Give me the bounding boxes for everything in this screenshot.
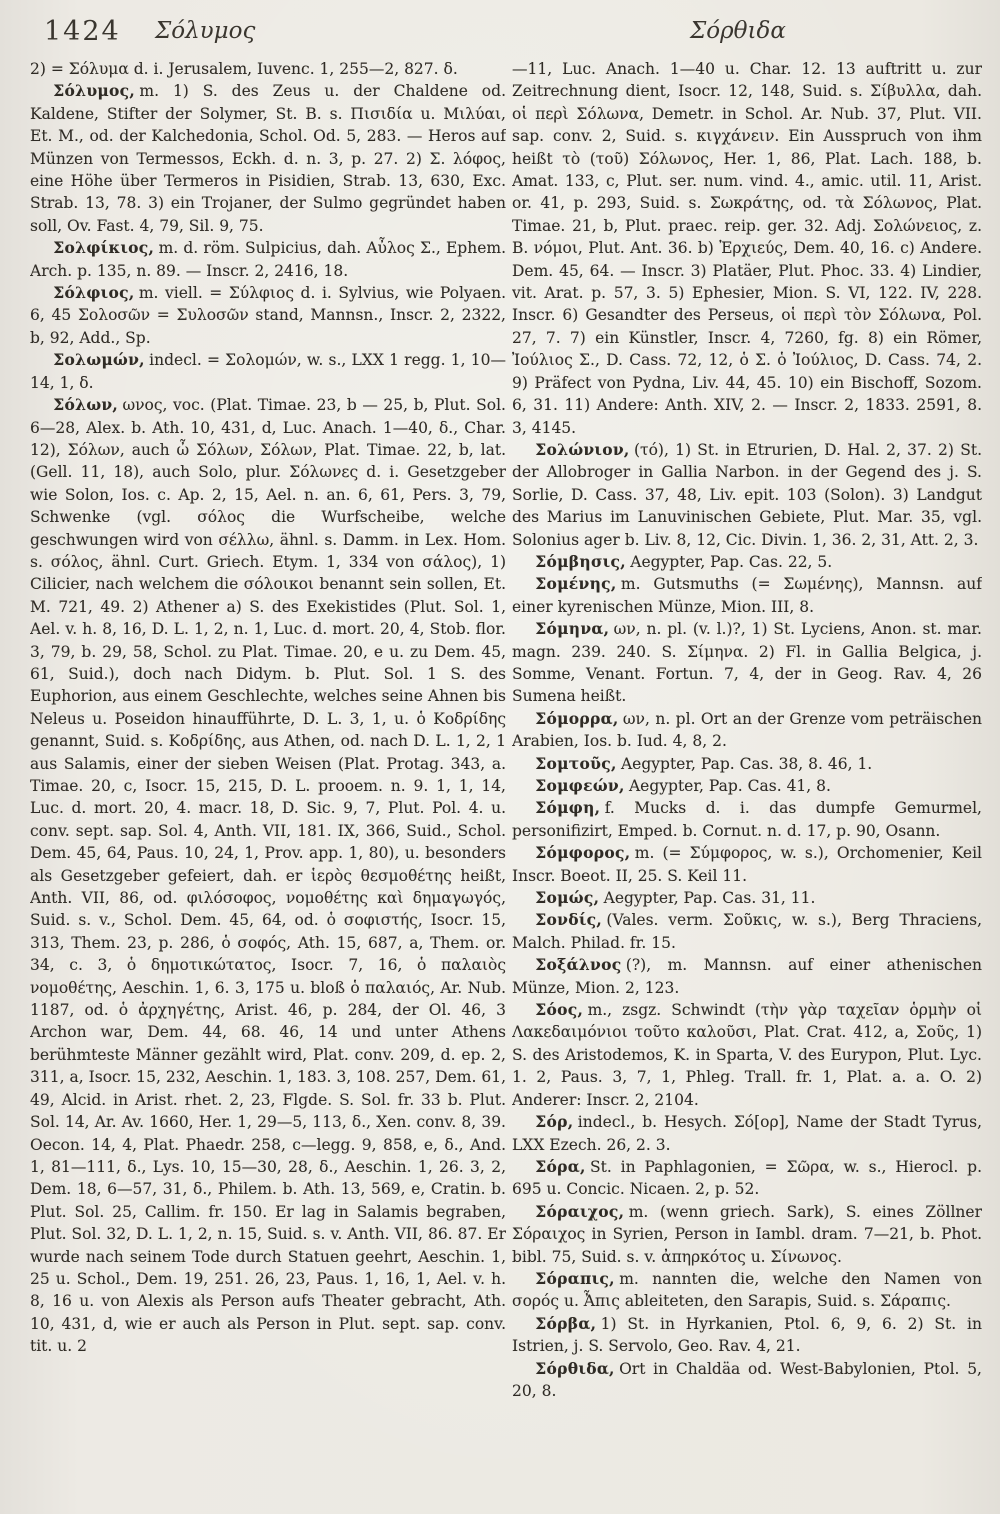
- entry-text: Aegypter, Pap. Cas. 31, 11.: [603, 889, 816, 908]
- entry-headword: Σόλων,: [53, 395, 119, 415]
- dictionary-entry: [512, 909, 982, 954]
- dictionary-entry: [512, 708, 982, 753]
- entry-headword: Σομφεών,: [535, 776, 625, 795]
- dictionary-entry: [512, 842, 982, 887]
- entry-headword: Σονδίς,: [535, 910, 603, 930]
- entry-text: m. nannten die, welche den Namen von σορός u. Ἆπις ableiteten, den Sarapis, Suid. s. Σάραπις.: [512, 1269, 982, 1311]
- entry-text: Aegypter, Pap. Cas. 22, 5.: [630, 552, 833, 571]
- entry-text: ων, n. pl. Ort an der Grenze vom peträischen Arabien, Ios. b. Iud. 4, 8, 2.: [512, 709, 982, 751]
- dictionary-entry: [30, 349, 506, 394]
- entry-headword: Σόραπις,: [535, 1268, 615, 1288]
- page-number: 1424: [44, 16, 121, 47]
- entry-text: m. d. röm. Sulpicius, dah. Αὖλος Σ., Ephem. Arch. p. 135, n. 89. — Inscr. 2, 2416, 18.: [30, 239, 506, 280]
- entry-headword: Σομένης,: [535, 574, 617, 594]
- column-right: [512, 58, 982, 1504]
- dictionary-entry: [512, 618, 982, 708]
- dictionary-entry: [512, 954, 982, 999]
- dictionary-entry: [30, 394, 506, 1357]
- entry-headword: Σόλφιος,: [53, 283, 135, 303]
- entry-headword: Σόμφορος,: [535, 843, 631, 863]
- entry-headword: Σόλυμος,: [53, 81, 136, 101]
- entry-headword: Σόρ,: [535, 1112, 574, 1132]
- dictionary-entry: [512, 753, 982, 775]
- entry-headword: Σόος,: [535, 1000, 584, 1020]
- entry-text: m. Gutsmuths (= Σωμένης), Mannsn. auf einer kyrenischen Münze, Mion. III, 8.: [512, 575, 982, 616]
- entry-continuation: [30, 58, 506, 80]
- entry-text: 2) = Σόλυμα d. i. Jerusalem, Iuvenc. 1, 255—2, 827. δ.: [30, 60, 458, 78]
- entry-text: —11, Luc. Anach. 1—40 u. Char. 12. 13 auftritt u. zur Zeitrechnung dient, Isocr. 12, 148, Suid. s. Σίβυλλα, dah. οἱ περὶ Σόλωνα, Demetr. in Schol. Ar. Nub. 37, Plut. VII. sap. conv. 2, Suid. s. κιγχάνειν. Ein Ausspruch von ihm heißt τὸ (τοῦ) Σόλωνος, Her. 1, 86, Plat. Lach. 188, b. Amat. 133, c, Plut. ser. num. vind. 4., amic. util. 11, Arist. or. 41, p. 293, Suid. s. Σωκράτης, od. τὰ Σόλωνος, Plat. Timae. 21, b, Plut. praec. reip. ger. 32. Adj. Σολώνειος, z. B. νόμοι, Plut. Ant. 36. b) Ἐρχιεύς, Dem. 40, 16. c) Andere. Dem. 45, 64. — Inscr. 3) Platäer, Plut. Phoc. 33. 4) Lindier, vit. Arat. p. 57, 3. 5) Ephesier, Mion. S. VI, 122. IV, 228. Inscr. 6) Gesandter des Perseus, οἱ περὶ τὸν Σόλωνα, Pol. 27, 7. 7) ein Künstler, Inscr. 4, 7260, fg. 8) ein Römer, Ἰούλιος Σ., D. Cass. 72, 12, ὁ Σ. ὁ Ἰούλιος, D. Cass. 74, 2. 9) Präfect von Pydna, Liv. 44, 45. 10) ein Bischoff, Sozom. 6, 31. 11) Andere: Anth. XIV, 2. — Inscr. 2, 1833. 2591, 8. 3, 4145.: [512, 60, 982, 437]
- entry-text: m. (wenn griech. Sark), S. eines Zöllner Σόραιχος in Syrien, Person in Iambl. dram. 7—21, b. Phot. bibl. 75, Suid. s. v. ἀπηρκότος u. Σίνωνος.: [512, 1202, 982, 1266]
- entry-text: indecl. = Σολομών, w. s., LXX 1 regg. 1, 10—14, 1, δ.: [30, 351, 506, 392]
- entry-headword: Σόρα,: [535, 1156, 586, 1176]
- entry-text: indecl., b. Hesych. Σό[ορ], Name der Stadt Tyrus, LXX Ezech. 26, 2. 3.: [512, 1113, 982, 1154]
- entry-headword: Σομτοῦς,: [535, 753, 617, 773]
- entry-headword: Σόμφη,: [535, 798, 601, 818]
- guide-word-right: Σόρθιδα: [690, 18, 786, 44]
- entry-headword: Σόρθιδα,: [535, 1358, 615, 1378]
- entry-text: (τό), 1) St. in Etrurien, D. Hal. 2, 37. 2) St. der Allobroger in Gallia Narbon. in der Gegend des j. S. Sorlie, D. Cass. 37, 48, Liv. epit. 103 (Solon). 3) Landgut des Marius im Lanuvinischen Gebiete, Plut. Mar. 35, vgl. Solonius ager b. Liv. 8, 12, Cic. Divin. 1, 36. 2, 31, Att. 2, 3.: [512, 440, 982, 549]
- dictionary-entry: [512, 551, 982, 573]
- page-header: [0, 12, 1000, 56]
- guide-word-left: Σόλυμος: [155, 18, 256, 44]
- entry-text: St. in Paphlagonien, = Σῶρα, w. s., Hierocl. p. 695 u. Concic. Nicaen. 2, p. 52.: [512, 1157, 982, 1199]
- dictionary-entry: [512, 1358, 982, 1403]
- entry-headword: Σοξάλνος: [535, 955, 622, 975]
- dictionary-entry: [512, 1268, 982, 1313]
- dictionary-entry: [512, 1156, 982, 1201]
- entry-headword: Σολώνιον,: [535, 439, 630, 459]
- entry-text: Aegypter, Pap. Cas. 38, 8. 46, 1.: [620, 754, 873, 773]
- entry-text: m., zsgz. Schwindt (τὴν γὰρ ταχεῖαν ὁρμὴν οἱ Λακεδαιμόνιοι τοῦτο καλοῦσι, Plat. Crat. 412, a, Σοῦς, 1) S. des Aristodemos, K. in Sparta, V. des Eurypon, Plut. Lyc. 1. 2, Paus. 3, 7, 1, Phleg. Trall. fr. 1, Plat. a. a. O. 2) Anderer: Inscr. 2, 2104.: [512, 1001, 982, 1109]
- dictionary-entry: [512, 573, 982, 618]
- entry-headword: Σόμβησις,: [535, 551, 626, 571]
- entry-text: Aegypter, Pap. Cas. 41, 8.: [628, 777, 831, 795]
- entry-text: m. 1) S. des Zeus u. der Chaldene od. Kaldene, Stifter der Solymer, St. B. s. Πισιδία u. Μιλύαι, Et. M., od. der Kalchedonia, Schol. Od. 5, 283. — Heros auf Münzen von Termessos, Eckh. d. n. 3, p. 27. 2) Σ. λόφος, eine Höhe über Termeros in Pisidien, Strab. 13, 630, Exc. Strab. 13, 78. 3) ein Trojaner, der Sulmo gegründet haben soll, Ov. Fast. 4, 79, Sil. 9, 75.: [30, 82, 506, 235]
- entry-text: f. Mucks d. i. das dumpfe Gemurmel, personifizirt, Emped. b. Cornut. n. d. 17, p. 90, Osann.: [512, 799, 982, 840]
- entry-text: (?), m. Mannsn. auf einer athenischen Münze, Mion. 2, 123.: [512, 956, 982, 997]
- dictionary-entry: [512, 797, 982, 842]
- dictionary-entry: [30, 282, 506, 349]
- dictionary-entry: [512, 999, 982, 1111]
- entry-headword: Σόραιχος,: [535, 1201, 625, 1221]
- entry-headword: Σολφίκιος,: [53, 238, 155, 258]
- entry-text: ων, n. pl. (v. l.)?, 1) St. Lyciens, Anon. st. mar. magn. 239. 240. S. Σίμηνα. 2) Fl. in Gallia Belgica, j. Somme, Venant. Fortun. 7, 4, der in Geog. Rav. 4, 26 Sumena heißt.: [512, 620, 982, 706]
- entry-text: m. viell. = Σύλφιος d. i. Sylvius, wie Polyaen. 6, 45 Σολοσῶν = Συλοσῶν stand, Mannsn., Inscr. 2, 2322, b, 92, Add., Sp.: [30, 284, 506, 347]
- entry-continuation: [512, 58, 982, 439]
- dictionary-entry: [512, 1313, 982, 1358]
- entry-text: (Vales. verm. Σοῦκις, w. s.), Berg Thraciens, Malch. Philad. fr. 15.: [512, 911, 982, 952]
- dictionary-entry: [512, 1201, 982, 1268]
- entry-text: m. (= Σύμφορος, w. s.), Orchomenier, Keil Inscr. Boeot. II, 25. S. Keil 11.: [512, 844, 982, 885]
- dictionary-entry: [30, 80, 506, 237]
- text-columns: [0, 58, 1000, 1508]
- entry-text: ωνος, voc. (Plat. Timae. 23, b — 25, b, Plut. Sol. 6—28, Alex. b. Ath. 10, 431, d, Luc. Anach. 1—40, δ., Char. 12), Σόλων, auch ὦ Σόλων, Σόλων, Plat. Timae. 22, b, lat. (Gell. 11, 18), auch Solo, plur. Σόλωνες d. i. Gesetzgeber wie Solon, Ios. c. Ap. 2, 15, Ael. n. an. 6, 61, Pers. 3, 79, Schwenke (vgl. σόλος die Wurfscheibe, welche geschwungen wird von σέλλω, ähnl. s. Damm. in Lex. Hom. s. σόλος, ähnl. Curt. Griech. Etym. 1, 334 von σάλος), 1) Cilicier, nach welchem die σόλοικοι benannt sein sollen, Et. M. 721, 49. 2) Athener a) S. des Exekistides (Plut. Sol. 1, Ael. v. h. 8, 16, D. L. 1, 2, n. 1, Luc. d. mort. 20, 4, Stob. flor. 3, 79, b. 29, 58, Schol. zu Plat. Timae. 20, e u. zu Dem. 45, 61, Suid.), doch nach Didym. b. Plut. Sol. 1 S. des Euphorion, aus einem Geschlechte, welches seine Ahnen bis Neleus u. Poseidon hinaufführte, D. L. 3, 1, u. ὁ Κοδρίδης genannt, Suid. s. Κοδρίδης, aus Athen, od. nach D. L. 1, 2, 1 aus Salamis, einer der sieben Weisen (Plat. Protag. 343, a. Timae. 20, c, Isocr. 15, 215, D. L. prooem. n. 9. 1, 1, 14, Luc. d. mort. 20, 4. macr. 18, D. Sic. 9, 7, Plut. Pol. 4. u. conv. sept. sap. Sol. 4, Anth. VII, 181. IX, 366, Suid., Schol. Dem. 45, 64, Paus. 10, 24, 1, Prov. app. 1, 80), u. besonders als Gesetzgeber gefeiert, dah. er ἱερὸς θεσμοθέτης heißt, Anth. VII, 86, od. φιλόσοφος, νομοθέτης καὶ δημαγωγός, Suid. s. v., Schol. Dem. 45, 64, od. ὁ σοφιστής, Isocr. 15, 313, Them. 23, p. 286, ὁ σοφός, Ath. 15, 687, a, Them. or. 34, c. 3, ὁ δημοτικώτατος, Isocr. 7, 16, ὁ παλαιὸς νομοθέτης, Aeschin. 1, 6. 3, 175 u. bloß ὁ παλαιός, Ar. Nub. 1187, od. ὁ ἀρχηγέτης, Arist. 46, p. 284, der Ol. 46, 3 Archon war, Dem. 44, 68. 46, 14 und unter Athens berühmteste Männer gezählt wird, Plat. conv. 209, d. ep. 2, 311, a, Isocr. 15, 232, Aeschin. 1, 183. 3, 108. 257, Dem. 61, 49, Alcid. in Arist. rhet. 2, 23, Flgde. S. Sol. fr. 33 b. Plut. Sol. 14, Ar. Av. 1660, Her. 1, 29—5, 113, δ., Xen. conv. 8, 39. Oecon. 14, 4, Plat. Phaedr. 258, c—legg. 9, 858, e, δ., And. 1, 81—111, δ., Lys. 10, 15—30, 28, δ., Aeschin. 1, 26. 3, 2, Dem. 18, 6—57, 31, δ., Philem. b. Ath. 13, 569, e, Cratin. b. Plut. Sol. 25, Callim. fr. 150. Er lag in Salamis begraben, Plut. Sol. 32, D. L. 1, 2, n. 15, Suid. s. v. Anth. VII, 86. 87. Er wurde nach seinem Tode durch Statuen geehrt, Aeschin. 1, 25 u. Schol., Dem. 19, 251. 26, 23, Paus. 1, 16, 1, Ael. v. h. 8, 16 u. von Alexis als Person aufs Theater gebracht, Ath. 10, 431, d, wie er auch als Person in Plut. sept. sap. conv. tit. u. 2: [30, 396, 506, 1356]
- entry-headword: Σόμορρα,: [535, 708, 619, 728]
- entry-text: Ort in Chaldäa od. West-Babylonien, Ptol. 5, 20, 8.: [512, 1359, 982, 1400]
- entry-headword: Σομώς,: [535, 888, 600, 908]
- dictionary-entry: [512, 887, 982, 909]
- dictionary-entry: [512, 439, 982, 551]
- entry-headword: Σόρβα,: [535, 1313, 597, 1333]
- column-left: [30, 58, 506, 1504]
- entry-headword: Σόμηνα,: [535, 619, 610, 639]
- dictionary-entry: [30, 237, 506, 282]
- dictionary-entry: [512, 775, 982, 797]
- entry-text: 1) St. in Hyrkanien, Ptol. 6, 9, 6. 2) St. in Istrien, j. S. Servolo, Geo. Rav. 4, 21.: [512, 1314, 982, 1356]
- dictionary-entry: [512, 1111, 982, 1156]
- entry-headword: Σολωμών,: [53, 350, 145, 370]
